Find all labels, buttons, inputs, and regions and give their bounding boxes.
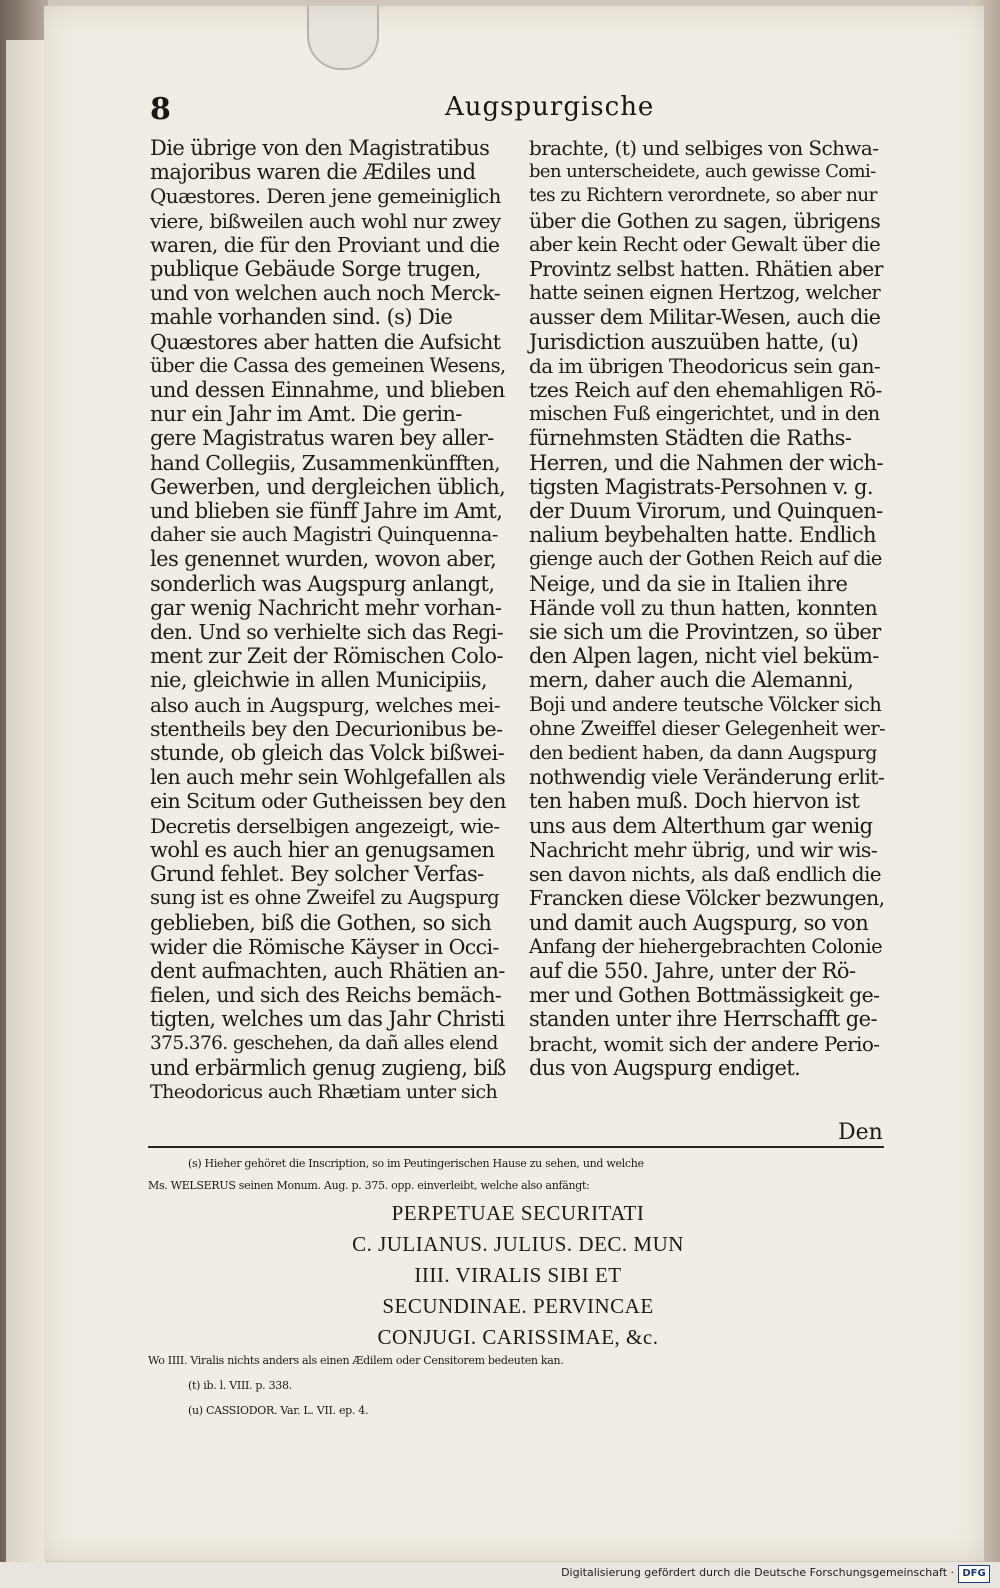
text-line: Theodoricus auch Rhætiam unter sich <box>150 1080 498 1103</box>
text-line: Jurisdiction auszuüben hatte, (u) <box>529 329 859 354</box>
text-line: stunde, ob gleich das Volck bißwei- <box>150 741 505 766</box>
text-line: geblieben, biß die Gothen, so sich <box>150 910 492 935</box>
text-line: bracht, womit sich der andere Perio- <box>529 1031 880 1056</box>
text-line: und blieben sie fünff Jahre im Amt, <box>150 499 503 524</box>
text-line: Neige, und da sie in Italien ihre <box>529 571 848 596</box>
text-line: Francken diese Völcker bezwungen, <box>529 886 885 911</box>
paper-clip <box>307 6 379 70</box>
text-line: tigten, welches um das Jahr Christi <box>150 1007 505 1032</box>
text-line: und erbärmlich genug zugieng, biß <box>150 1055 506 1080</box>
text-line: mahle vorhanden sind. (s) Die <box>150 305 453 330</box>
catchword: Den <box>838 1120 883 1145</box>
text-line: sonderlich was Augspurg anlangt, <box>150 571 495 596</box>
text-line: nothwendig viele Veränderung erlit- <box>529 765 885 790</box>
footnote-s-line: (s) Hieher gehöret die Inscription, so im Peutingerischen Hause zu sehen, und welche <box>188 1157 644 1170</box>
inscription-line: C. JULIANUS. JULIUS. DEC. MUN <box>352 1232 684 1256</box>
footnote-t: (t) ib. l. VIII. p. 338. <box>188 1379 292 1392</box>
text-line: ohne Zweiffel dieser Gelegenheit wer- <box>529 716 886 740</box>
text-line: dent aufmachten, auch Rhätien an- <box>150 958 505 983</box>
text-line: Decretis derselbigen angezeigt, wie- <box>150 813 500 838</box>
text-line: Quæstores aber hatten die Aufsicht <box>150 329 501 354</box>
text-line: über die Cassa des gemeinen Wesens, <box>150 353 506 377</box>
text-line: Die übrige von den Magistratibus <box>150 136 490 160</box>
text-line: Hände voll zu thun hatten, konnten <box>529 595 878 620</box>
footer-bar <box>0 1562 1000 1588</box>
text-line: tzes Reich auf den ehemahligen Rö- <box>529 378 882 403</box>
inscription-line: CONJUGI. CARISSIMAE, &c. <box>377 1325 659 1349</box>
text-line: mern, daher auch die Alemanni, <box>529 668 854 693</box>
text-line: und von welchen auch noch Merck- <box>150 281 501 306</box>
dfg-logo: DFG <box>958 1565 990 1583</box>
text-line: sie sich um die Provintzen, so über <box>529 620 881 645</box>
text-line: Anfang der hiehergebrachten Colonie <box>529 934 883 958</box>
text-line: tes zu Richtern verordnete, so aber nur <box>529 185 877 207</box>
text-line: aber kein Recht oder Gewalt über die <box>529 232 881 256</box>
text-line: fielen, und sich des Reichs bemäch- <box>150 983 502 1008</box>
text-line: den. Und so verhielte sich das Regi- <box>150 620 504 645</box>
text-line: fürnehmsten Städten die Raths- <box>529 426 852 451</box>
text-line: gar wenig Nachricht mehr vorhan- <box>150 595 502 620</box>
text-line: da im übrigen Theodoricus sein gan- <box>529 353 881 378</box>
text-line: ein Scitum oder Gutheissen bey den <box>150 789 506 814</box>
footnote-s-closing: Wo IIII. Viralis nichts anders als einen Ædilem oder Censitorem bedeuten kan. <box>148 1354 564 1367</box>
text-line: sung ist es ohne Zweifel zu Augspurg <box>150 886 500 910</box>
running-head: Augspurgische <box>445 92 655 122</box>
text-line: les genennet wurden, wovon aber, <box>150 547 497 572</box>
footnote-s-line: Ms. WELSERUS seinen Monum. Aug. p. 375. opp. einverleibt, welche also anfängt: <box>148 1179 590 1192</box>
text-line: Quæstores. Deren jene gemeiniglich <box>150 184 501 209</box>
footnote-u: (u) CASSIODOR. Var. L. VII. ep. 4. <box>188 1404 369 1417</box>
text-line: Grund fehlet. Bey solcher Verfas- <box>150 862 484 887</box>
text-line: Provintz selbst hatten. Rhätien aber <box>529 257 883 282</box>
text-line: also auch in Augspurg, welches mei- <box>150 692 500 717</box>
right-text-column <box>529 136 885 1080</box>
text-line: gienge auch der Gothen Reich auf die <box>529 547 882 571</box>
text-line: Nachricht mehr übrig, und wir wis- <box>529 837 878 862</box>
text-line: daher sie auch Magistri Quinquenna- <box>150 523 498 547</box>
text-line: publique Gebäude Sorge trugen, <box>150 257 481 282</box>
left-text-column <box>150 136 506 1104</box>
text-line: und dessen Einnahme, und blieben <box>150 378 505 403</box>
text-line: dus von Augspurg endiget. <box>529 1055 801 1080</box>
text-line: Gewerben, und dergleichen üblich, <box>150 474 506 499</box>
text-line: mischen Fuß eingerichtet, und in den <box>529 402 880 426</box>
text-line: ben unterscheidete, auch gewisse Comi- <box>529 161 876 183</box>
inscription-line: PERPETUAE SECURITATI <box>391 1201 645 1225</box>
text-line: stentheils bey den Decurionibus be- <box>150 716 503 741</box>
text-line: ten haben muß. Doch hiervon ist <box>529 789 860 814</box>
text-line: viere, bißweilen auch wohl nur zwey <box>150 208 501 233</box>
page-number: 8 <box>150 92 171 127</box>
footer-credit: Digitalisierung gefördert durch die Deutsche Forschungsgemeinschaft · <box>561 1566 954 1579</box>
text-line: uns aus dem Alterthum gar wenig <box>529 813 873 838</box>
text-line: auf die 550. Jahre, unter der Rö- <box>529 958 856 983</box>
text-line: tigsten Magistrats-Persohnen v. g. <box>529 474 873 499</box>
text-line: der Duum Virorum, und Quinquen- <box>529 499 883 524</box>
facing-page-edge <box>6 40 47 1570</box>
text-line: nie, gleichwie in allen Municipiis, <box>150 668 487 693</box>
text-line: nur ein Jahr im Amt. Die gerin- <box>150 402 462 427</box>
text-line: gere Magistratus waren bey aller- <box>150 426 494 451</box>
footnotes-continued <box>148 1348 888 1423</box>
text-line: nalium beybehalten hatte. Endlich <box>529 523 876 548</box>
text-line: ment zur Zeit der Römischen Colo- <box>150 644 503 669</box>
text-line: standen unter ihre Herrschafft ge- <box>529 1007 877 1032</box>
text-line: Herren, und die Nahmen der wich- <box>529 450 883 475</box>
text-line: mer und Gothen Bottmässigkeit ge- <box>529 983 880 1008</box>
text-line: den Alpen lagen, nicht viel beküm- <box>529 644 879 669</box>
text-line: 375.376. geschehen, da dañ alles elend <box>150 1032 498 1054</box>
text-line: Boji und andere teutsche Völcker sich <box>529 692 882 716</box>
text-line: majoribus waren die Ædiles und <box>150 160 476 185</box>
page-header <box>150 92 930 136</box>
text-line: sen davon nichts, als daß endlich die <box>529 862 881 887</box>
inscription-line: SECUNDINAE. PERVINCAE <box>382 1294 654 1318</box>
inscription-block <box>148 1198 888 1353</box>
text-line: und damit auch Augspurg, so von <box>529 910 869 935</box>
footnote-rule <box>148 1146 884 1148</box>
text-line: wider die Römische Käyser in Occi- <box>150 934 499 959</box>
text-line: brachte, (t) und selbiges von Schwa- <box>529 136 879 160</box>
text-line: waren, die für den Proviant und die <box>150 232 500 257</box>
text-line: über die Gothen zu sagen, übrigens <box>529 208 881 233</box>
text-line: den bedient haben, da dann Augspurg <box>529 742 877 765</box>
footnote-s <box>148 1153 888 1197</box>
inscription-line: IIII. VIRALIS SIBI ET <box>414 1263 622 1287</box>
text-line: wohl es auch hier an genugsamen <box>150 837 495 862</box>
text-line: ausser dem Militar-Wesen, auch die <box>529 305 881 330</box>
text-line: hand Collegiis, Zusammenkünfften, <box>150 450 501 475</box>
text-line: hatte seinen eignen Hertzog, welcher <box>529 281 881 305</box>
text-line: len auch mehr sein Wohlgefallen als <box>150 765 506 790</box>
